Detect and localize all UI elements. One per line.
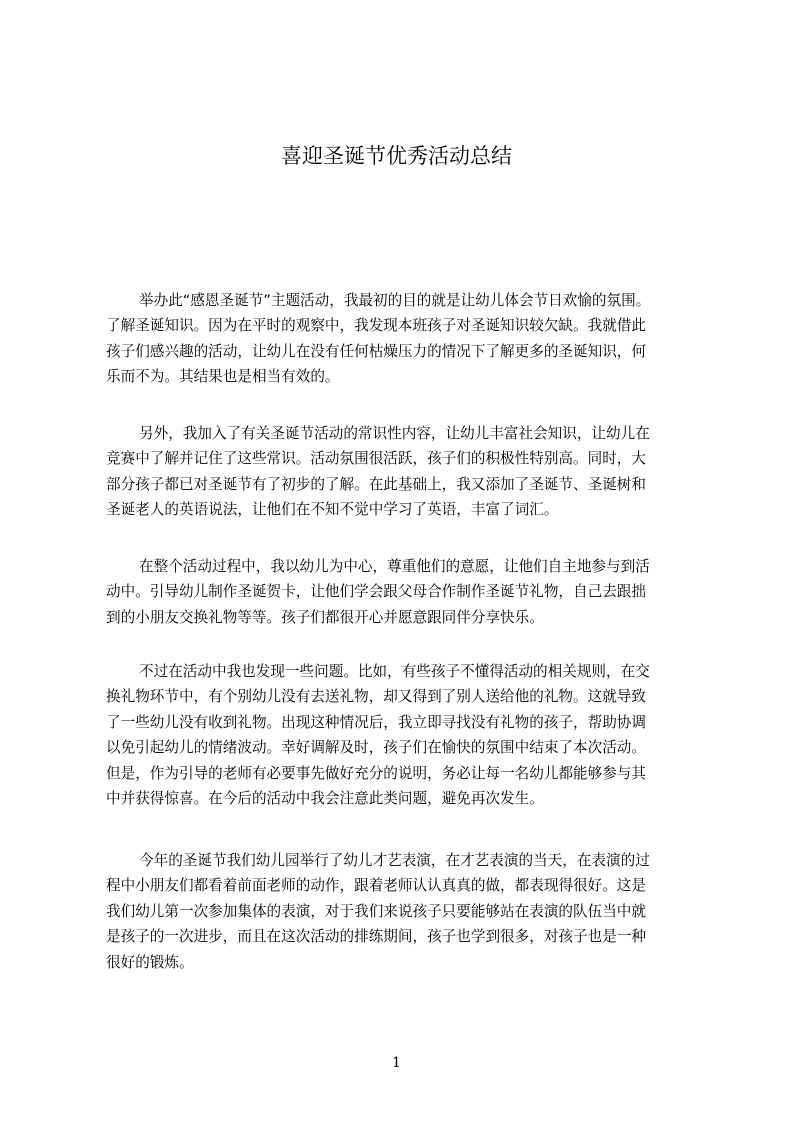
document-title: 喜迎圣诞节优秀活动总结 — [281, 144, 512, 168]
text-line: 程中小朋友们都看着前面老师的动作，跟着老师认认真真的做，都表现得很好。这是 — [106, 877, 646, 895]
text-line: 部分孩子都已对圣诞节有了初步的了解。在此基础上，我又添加了圣诞节、圣诞树和 — [106, 475, 646, 493]
paragraph — [106, 554, 706, 630]
paragraph — [106, 659, 706, 811]
text-line: 圣诞老人的英语说法，让他们在不知不觉中学习了英语，丰富了词汇。 — [106, 501, 559, 519]
text-line: 另外，我加入了有关圣诞节活动的常识性内容，让幼儿丰富社会知识，让幼儿在 — [139, 425, 650, 442]
text-line: 乐而不为。其结果也是相当有效的。 — [106, 368, 340, 386]
text-line: 我们幼儿第一次参加集体的表演，对于我们来说孩子只要能够站在表演的队伍当中就 — [106, 902, 646, 920]
text-line: 今年的圣诞节我们幼儿园举行了幼儿才艺表演，在才艺表演的当天，在表演的过 — [139, 852, 650, 869]
text-line: 但是，作为引导的老师有必要事先做好充分的说明，务必让每一名幼儿都能够参与其 — [106, 764, 646, 782]
text-line: 动中。引导幼儿制作圣诞贺卡，让他们学会跟父母合作制作圣诞节礼物，自己去跟拙 — [106, 583, 646, 601]
text-line: 很好的锻炼。 — [106, 953, 194, 971]
paragraph — [106, 288, 706, 390]
text-line: 换礼物环节中，有个别幼儿没有去送礼物，却又得到了别人送给他的礼物。这就导致 — [106, 688, 646, 706]
text-line: 举办此“感恩圣诞节”主题活动，我最初的目的就是让幼儿体会节日欢愉的氛围。 — [139, 292, 651, 309]
text-line: 在整个活动过程中，我以幼儿为中心，尊重他们的意愿，让他们自主地参与到活 — [139, 558, 650, 575]
text-line: 了解圣诞知识。因为在平时的观察中，我发现本班孩子对圣诞知识较欠缺。我就借此 — [106, 317, 646, 335]
text-line: 中并获得惊喜。在今后的活动中我会注意此类问题，避免再次发生。 — [106, 789, 544, 807]
text-line: 孩子们感兴趣的活动，让幼儿在没有任何枯燥压力的情况下了解更多的圣诞知识，何 — [106, 342, 646, 360]
text-line: 竞赛中了解并记住了这些常识。活动氛围很活跃，孩子们的积极性特别高。同时，大 — [106, 450, 646, 468]
text-line: 以免引起幼儿的情绪波动。幸好调解及时，孩子们在愉快的氛围中结束了本次活动。 — [106, 739, 646, 757]
text-line: 不过在活动中我也发现一些问题。比如，有些孩子不懂得活动的相关规则，在交 — [139, 663, 650, 680]
text-line: 是孩子的一次进步，而且在这次活动的排练期间，孩子也学到很多，对孩子也是一种 — [106, 928, 646, 946]
text-line: 了一些幼儿没有收到礼物。出现这种情况后，我立即寻找没有礼物的孩子，帮助协调 — [106, 713, 646, 731]
paragraph — [106, 848, 706, 975]
paragraph — [106, 421, 706, 523]
text-line: 到的小朋友交换礼物等等。孩子们都很开心并愿意跟同伴分享快乐。 — [106, 608, 544, 626]
page-number: 1 — [392, 1055, 401, 1071]
